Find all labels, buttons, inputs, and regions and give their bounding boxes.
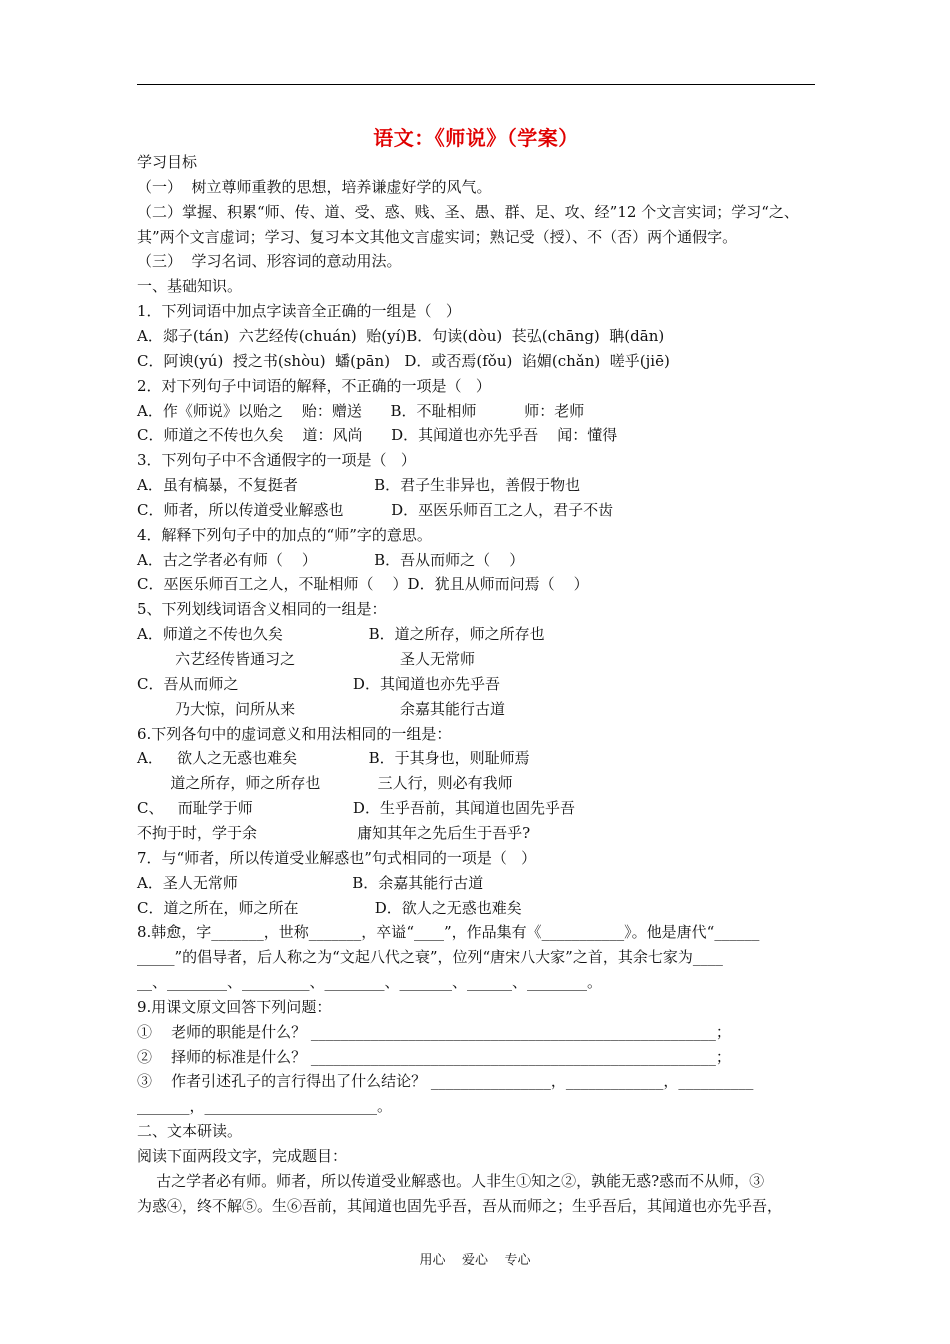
text-line: 道之所存，师之所存也 三人行，则必有我师	[137, 774, 513, 793]
text-line: 古之学者必有师。师者，所以传道受业解惑也。人非生①知之②，孰能无惑?惑而不从师，③	[137, 1171, 765, 1190]
text-line: C．道之所在，师之所在 D．欲人之无惑也难矣	[137, 898, 522, 917]
text-line: A．古之学者必有师（ ） B．吾从而师之（ ）	[137, 550, 525, 569]
text-line: ② 择师的标准是什么？ ______________________________________________________；	[137, 1047, 731, 1066]
text-line: 7．与“师者，所以传道受业解惑也”句式相同的一项是（ ）	[137, 848, 537, 867]
text-line: 阅读下面两段文字，完成题目：	[137, 1147, 348, 1165]
text-line: C、 而耻学于师 D．生乎吾前，其闻道也固先乎吾	[137, 799, 575, 818]
text-line: _______，_______________________。	[137, 1097, 393, 1116]
text-line: A．师道之不传也久矣 B．道之所存，师之所存也	[137, 625, 545, 644]
text-line: 其”两个文言虚词；学习、复习本文其他文言虚实词；熟记受（授）、不（否）两个通假字。	[137, 227, 738, 246]
text-line: C．吾从而师之 D．其闻道也亦先乎吾	[137, 674, 500, 693]
text-line: 5、下列划线词语含义相同的一组是：	[137, 600, 387, 619]
text-line: ① 老师的职能是什么？ ______________________________________________________；	[137, 1022, 731, 1041]
text-line: 3．下列句子中不含通假字的一项是（ ）	[137, 451, 416, 470]
text-line: （三） 学习名词、形容词的意动用法。	[137, 252, 402, 271]
text-line: A． 欲人之无惑也难矣 B．于其身也，则耻师焉	[137, 749, 530, 768]
text-line: C．巫医乐师百工之人，不耻相师（ ）D．犹且从师而问焉（ ）	[137, 575, 589, 594]
page-footer: 用心 爱心 专心	[419, 1253, 531, 1268]
text-line: A．虽有槁暴，不复挺者 B．君子生非异也，善假于物也	[137, 476, 581, 495]
text-line: 学习目标	[137, 153, 198, 171]
text-line: _____”的倡导者，后人称之为“文起八代之衰”，位列“唐宋八大家”之首，其余七家为____	[137, 948, 723, 967]
text-line: ③ 作者引述孔子的言行得出了什么结论？ ________________，_____________，__________	[137, 1072, 754, 1091]
text-line: C．师者，所以传道受业解惑也 D．巫医乐师百工之人，君子不齿	[137, 500, 614, 519]
header-rule	[137, 84, 815, 85]
text-line: A．作《师说》以贻之 贻：赠送 B．不耻相师 师：老师	[137, 401, 585, 420]
page-title: 语文：《师说》（学案）	[373, 126, 579, 150]
text-line: 6.下列各句中的虚词意义和用法相同的一组是：	[137, 724, 452, 743]
text-line: 乃大惊，问所从来 余嘉其能行古道	[137, 699, 506, 718]
text-line: 8.韩愈，字_______，世称_______，卒谥“____”，作品集有《___________》。他是唐代“______	[137, 923, 760, 942]
text-line: 不拘于时，学于余 庸知其年之先后生于吾乎?	[137, 823, 531, 842]
text-line: 1．下列词语中加点字读音全正确的一组是（ ）	[137, 302, 461, 321]
text-line: 六艺经传皆通习之 圣人无常师	[137, 650, 476, 668]
text-line: A．郯子(tán) 六艺经传(chuán) 贻(yí)B．句读(dòu) 苌弘(chāng) 聃(dān)	[137, 326, 665, 345]
text-line: 为惑④，终不解⑤。生⑥吾前，其闻道也固先乎吾，吾从而师之；生乎吾后，其闻道也亦先乎吾，	[137, 1196, 783, 1215]
text-line: __、________、_________、________、_______、______、________。	[137, 973, 603, 992]
text-line: C．阿谀(yú) 授之书(shòu) 蟠(pān) D．或否焉(fǒu) 谄媚(chǎn) 嗟乎(jiē)	[137, 351, 670, 370]
text-line: 4．解释下列句子中的加点的“师”字的意思。	[137, 525, 432, 544]
text-line: 9.用课文原文回答下列问题：	[137, 997, 332, 1016]
text-line: 一、基础知识。	[137, 277, 243, 296]
text-line: C．师道之不传也久矣 道：风尚 D．其闻道也亦先乎吾 闻：懂得	[137, 426, 618, 445]
text-line: A．圣人无常师 B．余嘉其能行古道	[137, 873, 484, 892]
text-line: 2．对下列句子中词语的解释，不正确的一项是（ ）	[137, 376, 491, 395]
text-line: （一） 树立尊师重教的思想，培养谦虚好学的风气。	[137, 177, 492, 196]
text-line: （二）掌握、积累“师、传、道、受、惑、贱、圣、愚、群、足、攻、经”12 个文言实词；学习“之、	[137, 202, 799, 221]
text-line: 二、文本研读。	[137, 1122, 243, 1141]
